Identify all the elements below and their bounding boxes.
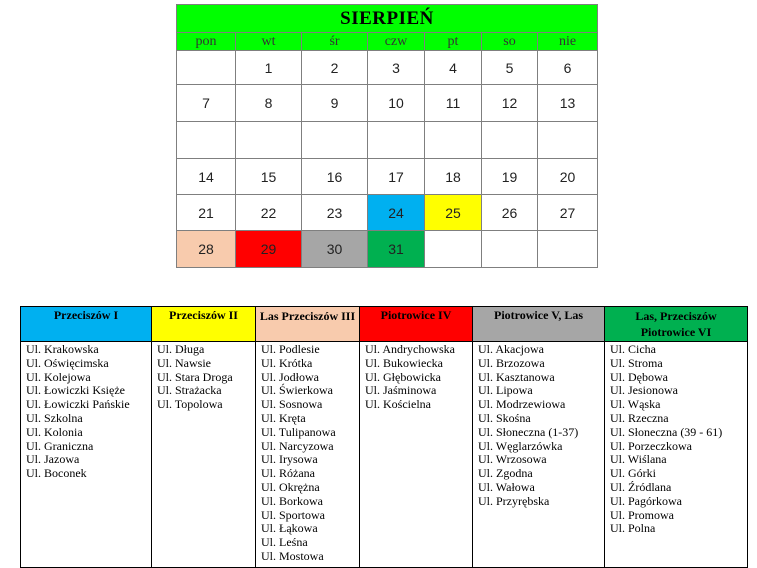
street-item: Ul. Świerkowa <box>261 383 333 398</box>
street-item: Ul. Górki <box>610 466 656 481</box>
zone-streets-cell <box>605 342 748 568</box>
street-item: Ul. Stara Droga <box>157 369 233 384</box>
street-item: Ul. Jaśminowa <box>365 383 437 398</box>
street-item: Ul. Rzeczna <box>610 410 669 425</box>
zones-header-row <box>21 307 748 342</box>
street-item: Ul. Promowa <box>610 507 674 522</box>
calendar-empty-cell <box>425 231 482 268</box>
calendar-day-9: 9 <box>302 85 368 122</box>
calendar-day-12: 12 <box>482 85 538 122</box>
calendar-day-31: 31 <box>368 231 425 268</box>
street-item: Ul. Wałowa <box>478 479 535 494</box>
weekday-label: pon <box>177 33 236 51</box>
zone-streets-cell <box>21 342 152 568</box>
street-item: Ul. Kasztanowa <box>478 369 555 384</box>
weekday-label: so <box>482 33 538 51</box>
zone-header: Przeciszów II <box>152 307 256 342</box>
street-item: Ul. Łowiczki Pańskie <box>26 397 130 412</box>
zone-streets-cell <box>360 342 473 568</box>
street-item: Ul. Topolowa <box>157 397 223 412</box>
calendar-day-28: 28 <box>177 231 236 268</box>
street-item: Ul. Jesionowa <box>610 383 678 398</box>
zone-header: Piotrowice IV <box>360 307 473 342</box>
street-item: Ul. Przyrębska <box>478 493 550 508</box>
calendar-day-21: 21 <box>177 195 236 231</box>
street-item: Ul. Wiślana <box>610 452 667 467</box>
street-item: Ul. Akacjowa <box>478 342 544 356</box>
calendar-day-10: 10 <box>368 85 425 122</box>
calendar-day-15: 15 <box>236 159 302 195</box>
calendar-day-30: 30 <box>302 231 368 268</box>
zone-streets-cell <box>256 342 360 568</box>
street-item: Ul. Zgodna <box>478 466 533 481</box>
calendar-week-row <box>177 231 598 268</box>
zone-header: Las, Przeciszów Piotrowice VI <box>605 307 748 342</box>
street-item: Ul. Dębowa <box>610 369 668 384</box>
calendar-empty-cell <box>538 122 598 159</box>
calendar-empty-cell <box>482 231 538 268</box>
calendar-day-17: 17 <box>368 159 425 195</box>
street-item: Ul. Pagórkowa <box>610 493 682 508</box>
street-item: Ul. Słoneczna (39 - 61) <box>610 424 723 439</box>
street-item: Ul. Cicha <box>610 342 656 356</box>
calendar-day-3: 3 <box>368 51 425 85</box>
street-item: Ul. Tulipanowa <box>261 424 336 439</box>
street-item: Ul. Andrychowska <box>365 342 455 356</box>
zone-header: Przeciszów I <box>21 307 152 342</box>
calendar-empty-cell <box>177 51 236 85</box>
street-item: Ul. Krótka <box>261 355 313 370</box>
street-item: Ul. Sosnowa <box>261 397 323 412</box>
calendar-day-13: 13 <box>538 85 598 122</box>
calendar-day-26: 26 <box>482 195 538 231</box>
calendar-day-18: 18 <box>425 159 482 195</box>
street-item: Ul. Głębowicka <box>365 369 441 384</box>
calendar-day-11: 11 <box>425 85 482 122</box>
street-item: Ul. Kręta <box>261 410 306 425</box>
weekday-header-row <box>177 33 598 51</box>
calendar-day-5: 5 <box>482 51 538 85</box>
street-item: Ul. Sportowa <box>261 507 325 522</box>
zones-streets-row <box>21 342 748 568</box>
street-item: Ul. Wrzosowa <box>478 452 547 467</box>
calendar-week-row <box>177 195 598 231</box>
calendar-empty-cell <box>177 122 236 159</box>
calendar-day-22: 22 <box>236 195 302 231</box>
street-item: Ul. Okrężna <box>261 479 320 494</box>
calendar-day-25: 25 <box>425 195 482 231</box>
calendar-weeks <box>177 51 598 268</box>
calendar-empty-cell <box>425 122 482 159</box>
street-item: Ul. Kolejowa <box>26 369 91 384</box>
weekday-label: nie <box>538 33 598 51</box>
street-item: Ul. Łąkowa <box>261 521 318 536</box>
calendar-empty-cell <box>482 122 538 159</box>
street-item: Ul. Nawsie <box>157 355 211 370</box>
weekday-label: pt <box>425 33 482 51</box>
calendar-day-2: 2 <box>302 51 368 85</box>
street-item: Ul. Jazowa <box>26 452 80 467</box>
street-item: Ul. Jodłowa <box>261 369 319 384</box>
calendar-day-14: 14 <box>177 159 236 195</box>
street-item: Ul. Źródlana <box>610 479 672 494</box>
calendar-day-20: 20 <box>538 159 598 195</box>
street-item: Ul. Polna <box>610 521 656 536</box>
street-item: Ul. Słoneczna (1-37) <box>478 424 579 439</box>
collection-zones-table <box>20 306 748 568</box>
calendar-day-27: 27 <box>538 195 598 231</box>
street-item: Ul. Mostowa <box>261 548 324 563</box>
street-item: Ul. Skośna <box>478 410 531 425</box>
calendar-day-7: 7 <box>177 85 236 122</box>
street-item: Ul. Szkolna <box>26 410 83 425</box>
street-item: Ul. Irysowa <box>261 452 318 467</box>
street-item: Ul. Podlesie <box>261 342 320 356</box>
calendar-day-29: 29 <box>236 231 302 268</box>
zone-streets-cell <box>152 342 256 568</box>
zone-header: Las Przeciszów III <box>256 307 360 342</box>
calendar-day-1: 1 <box>236 51 302 85</box>
street-item: Ul. Węglarzówka <box>478 438 563 453</box>
calendar-week-row <box>177 122 598 159</box>
street-item: Ul. Brzozowa <box>478 355 545 370</box>
street-item: Ul. Strażacka <box>157 383 222 398</box>
street-item: Ul. Lipowa <box>478 383 533 398</box>
weekday-label: czw <box>368 33 425 51</box>
street-item: Ul. Krakowska <box>26 342 99 356</box>
street-item: Ul. Kolonia <box>26 424 83 439</box>
street-item: Ul. Bukowiecka <box>365 355 443 370</box>
zone-header: Piotrowice V, Las <box>473 307 605 342</box>
street-item: Ul. Kościelna <box>365 397 431 412</box>
street-item: Ul. Narcyzowa <box>261 438 334 453</box>
street-item: Ul. Modrzewiowa <box>478 397 566 412</box>
calendar-day-8: 8 <box>236 85 302 122</box>
street-item: Ul. Długa <box>157 342 205 356</box>
calendar-empty-cell <box>368 122 425 159</box>
street-item: Ul. Łowiczki Księże <box>26 383 125 398</box>
calendar-day-4: 4 <box>425 51 482 85</box>
calendar-empty-cell <box>302 122 368 159</box>
street-item: Ul. Borkowa <box>261 493 323 508</box>
calendar-week-row <box>177 159 598 195</box>
street-item: Ul. Oświęcimska <box>26 355 109 370</box>
street-item: Ul. Porzeczkowa <box>610 438 692 453</box>
calendar-week-row <box>177 85 598 122</box>
street-item: Ul. Boconek <box>26 466 87 481</box>
calendar-week-row <box>177 51 598 85</box>
weekday-label: śr <box>302 33 368 51</box>
street-item: Ul. Różana <box>261 466 315 481</box>
street-item: Ul. Graniczna <box>26 438 94 453</box>
calendar-empty-cell <box>236 122 302 159</box>
street-item: Ul. Leśna <box>261 535 308 550</box>
street-item: Ul. Wąska <box>610 397 661 412</box>
calendar-day-6: 6 <box>538 51 598 85</box>
zone-streets-cell <box>473 342 605 568</box>
calendar-day-16: 16 <box>302 159 368 195</box>
calendar-day-23: 23 <box>302 195 368 231</box>
calendar-empty-cell <box>538 231 598 268</box>
weekday-label: wt <box>236 33 302 51</box>
calendar-table <box>176 4 598 268</box>
month-title: SIERPIEŃ <box>177 5 598 33</box>
street-item: Ul. Stroma <box>610 355 663 370</box>
calendar-day-24: 24 <box>368 195 425 231</box>
calendar-day-19: 19 <box>482 159 538 195</box>
